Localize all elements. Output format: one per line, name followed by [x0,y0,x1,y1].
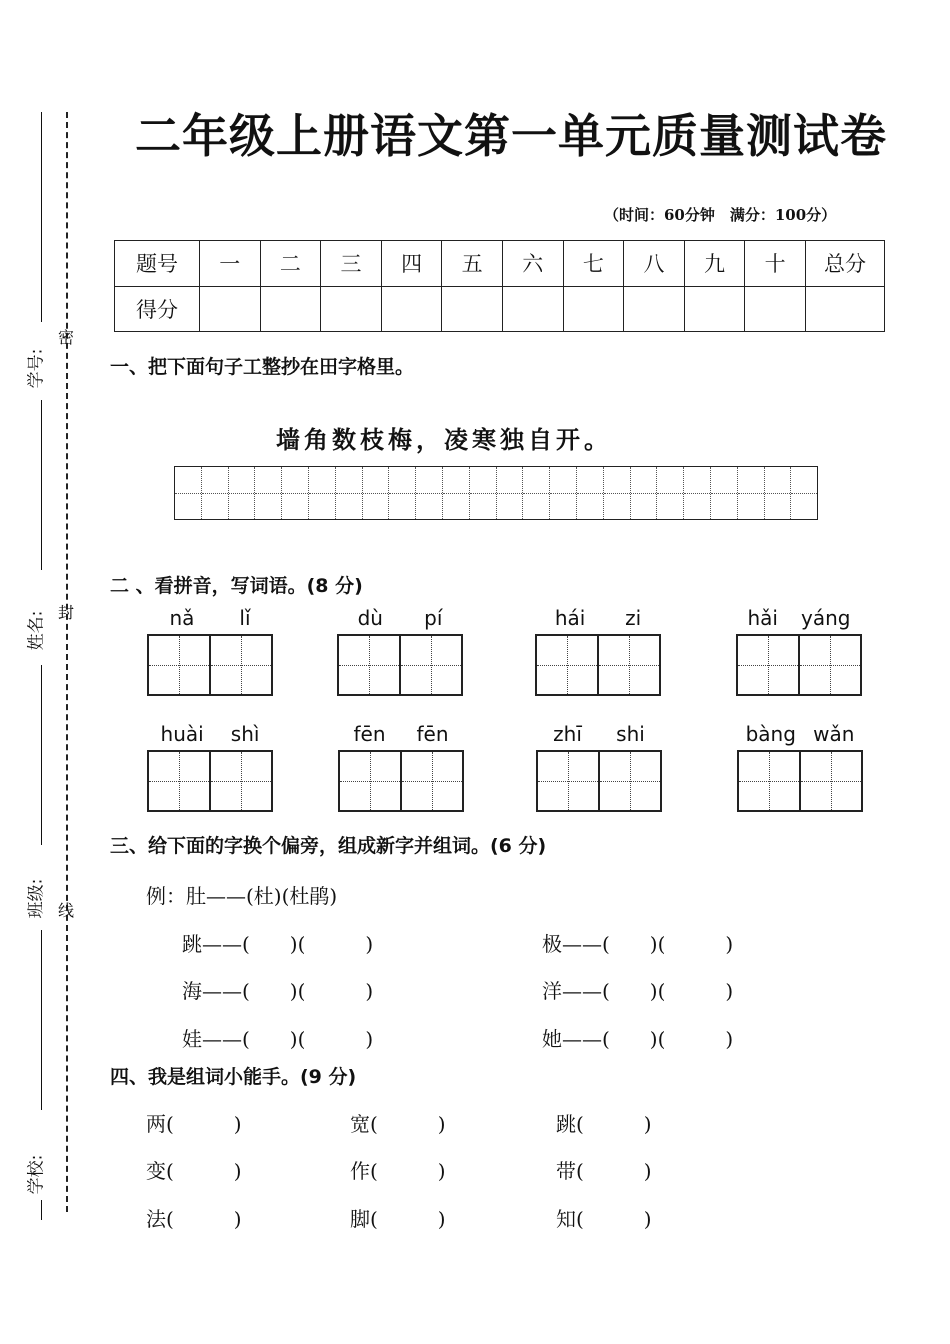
score-cell[interactable] [442,286,503,332]
margin-line-bottom [41,1200,42,1220]
margin-line-4 [41,930,42,1110]
tian-grid-box[interactable] [738,636,798,694]
q3-example: 例：肚——(杜)(杜鹃) [146,884,338,908]
writing-grid-cell[interactable] [255,467,282,519]
writing-grid-cell[interactable] [604,467,631,519]
q1-heading: 一、把下面句子工整抄在田字格里。 [110,356,415,378]
q3-heading: 三、给下面的字换个偏旁，组成新字并组词。(6 分) [110,835,547,857]
q4-item[interactable]: 脚( ) [350,1207,446,1231]
score-header-cell: 五 [442,241,503,287]
q4-item[interactable]: 带( ) [556,1159,652,1183]
tian-grid-box[interactable] [400,752,462,810]
pinyin-group [737,720,863,812]
writing-grid-cell[interactable] [416,467,443,519]
pinyin-syllable: hǎi [747,606,778,630]
tian-grid-box[interactable] [399,636,461,694]
tian-grid-box[interactable] [799,752,861,810]
pinyin-syllable: pí [424,606,443,630]
pinyin-syllable: nǎ [169,606,195,630]
q3-item[interactable]: 洋——( )( ) [542,979,734,1003]
writing-grid-cell[interactable] [577,467,604,519]
time-info: （时间：60分钟 满分：100分） [604,206,837,224]
score-header-cell: 题号 [115,241,200,287]
score-cell[interactable] [563,286,624,332]
q4-heading: 四、我是组词小能手。(9 分) [110,1066,357,1088]
q3-item[interactable]: 娃——( )( ) [182,1027,374,1051]
score-header-cell: 一 [200,241,261,287]
pinyin-group [736,604,862,696]
writing-grid-cell[interactable] [711,467,738,519]
page-title: 二年级上册语文第一单元质量测试卷 [135,109,887,163]
writing-grid-cell[interactable] [657,467,684,519]
pinyin-syllable: zi [625,606,642,630]
score-header-cell: 四 [381,241,442,287]
score-cell[interactable] [684,286,745,332]
student-no-label: 学号: [26,348,47,389]
score-cell[interactable] [745,286,806,332]
score-header-cell: 二 [260,241,321,287]
binding-dashed-line [66,112,68,1212]
q2-heading: 二 、看拼音，写词语。(8 分) [110,575,363,597]
q3-item[interactable]: 她——( )( ) [542,1027,734,1051]
writing-grid-cell[interactable] [631,467,658,519]
pinyin-syllable: lǐ [239,606,251,630]
pinyin-group [147,604,273,696]
score-cell[interactable] [502,286,563,332]
q4-item[interactable]: 两( ) [146,1112,242,1136]
score-cell[interactable] [200,286,261,332]
pinyin-syllable: fēn [353,722,386,746]
tian-grid-box[interactable] [537,636,597,694]
score-cell[interactable] [806,286,885,332]
q4-item[interactable]: 法( ) [146,1207,242,1231]
writing-grid-cell[interactable] [470,467,497,519]
writing-grid-cell[interactable] [443,467,470,519]
score-cell[interactable] [381,286,442,332]
writing-grid-cell[interactable] [363,467,390,519]
q4-item[interactable]: 作( ) [350,1159,446,1183]
writing-grid-cell[interactable] [497,467,524,519]
writing-grid-cell[interactable] [336,467,363,519]
tian-grid-box[interactable] [739,752,799,810]
tian-grid-box[interactable] [209,636,271,694]
q3-item[interactable]: 海——( )( ) [182,979,374,1003]
score-header-cell: 九 [684,241,745,287]
school-label: 学校: [26,1154,47,1195]
pinyin-syllable: shì [230,722,260,746]
tian-grid-box[interactable] [209,752,271,810]
score-header-cell: 八 [624,241,685,287]
tian-grid-box[interactable] [149,752,209,810]
q4-item[interactable]: 变( ) [146,1159,242,1183]
score-header-cell: 总分 [806,241,885,287]
pinyin-syllable: bàng [745,722,796,746]
pinyin-syllable: hái [554,606,586,630]
writing-grid-cell[interactable] [523,467,550,519]
pinyin-syllable: fēn [416,722,449,746]
seal-xian: 线 [58,901,75,920]
q1-sentence: 墙角数枝梅，凌寒独自开。 [276,426,612,454]
writing-grid-cell[interactable] [229,467,256,519]
writing-grid-cell[interactable] [684,467,711,519]
pinyin-syllable: huài [160,722,204,746]
pinyin-syllable: zhī [553,722,582,746]
tian-grid-box[interactable] [798,636,860,694]
writing-grid-cell[interactable] [175,467,202,519]
tian-grid-box[interactable] [598,752,660,810]
name-label: 姓名: [26,610,47,651]
pinyin-syllable: dù [357,606,383,630]
score-header-cell: 七 [563,241,624,287]
seal-feng: 封 [58,603,75,622]
score-row-label: 得分 [115,286,200,332]
margin-line-3 [41,665,42,845]
pinyin-syllable: shi [616,722,645,746]
pinyin-syllable: wǎn [813,722,855,746]
tian-grid-box[interactable] [597,636,659,694]
writing-grid-cell[interactable] [202,467,229,519]
pinyin-group [338,720,464,812]
margin-line-top [41,112,42,322]
q1-writing-grid[interactable] [174,466,818,520]
tian-grid-box[interactable] [149,636,209,694]
q4-item[interactable]: 跳( ) [556,1112,652,1136]
pinyin-group [337,604,463,696]
pinyin-syllable: yáng [801,606,851,630]
q4-item[interactable]: 宽( ) [350,1112,446,1136]
q3-item[interactable]: 极——( )( ) [542,932,734,956]
score-table-score-row [115,286,885,332]
tian-grid-box[interactable] [339,636,399,694]
pinyin-group [535,604,661,696]
writing-grid-cell[interactable] [389,467,416,519]
score-cell[interactable] [624,286,685,332]
writing-grid-cell[interactable] [309,467,336,519]
q4-item[interactable]: 知( ) [556,1207,652,1231]
tian-grid-box[interactable] [538,752,598,810]
class-label: 班级: [26,878,47,919]
writing-grid-cell[interactable] [765,467,792,519]
score-header-cell: 三 [321,241,382,287]
score-header-cell: 十 [745,241,806,287]
pinyin-group [536,720,662,812]
writing-grid-cell[interactable] [738,467,765,519]
writing-grid-cell[interactable] [791,467,817,519]
writing-grid-cell[interactable] [550,467,577,519]
score-cell[interactable] [260,286,321,332]
writing-grid-cell[interactable] [282,467,309,519]
score-header-cell: 六 [502,241,563,287]
score-table [114,240,885,332]
q3-item[interactable]: 跳——( )( ) [182,932,374,956]
tian-grid-box[interactable] [340,752,400,810]
pinyin-group [147,720,273,812]
score-cell[interactable] [321,286,382,332]
score-table-header-row [115,241,885,287]
margin-line-2 [41,400,42,570]
seal-mi: 密 [58,328,75,347]
